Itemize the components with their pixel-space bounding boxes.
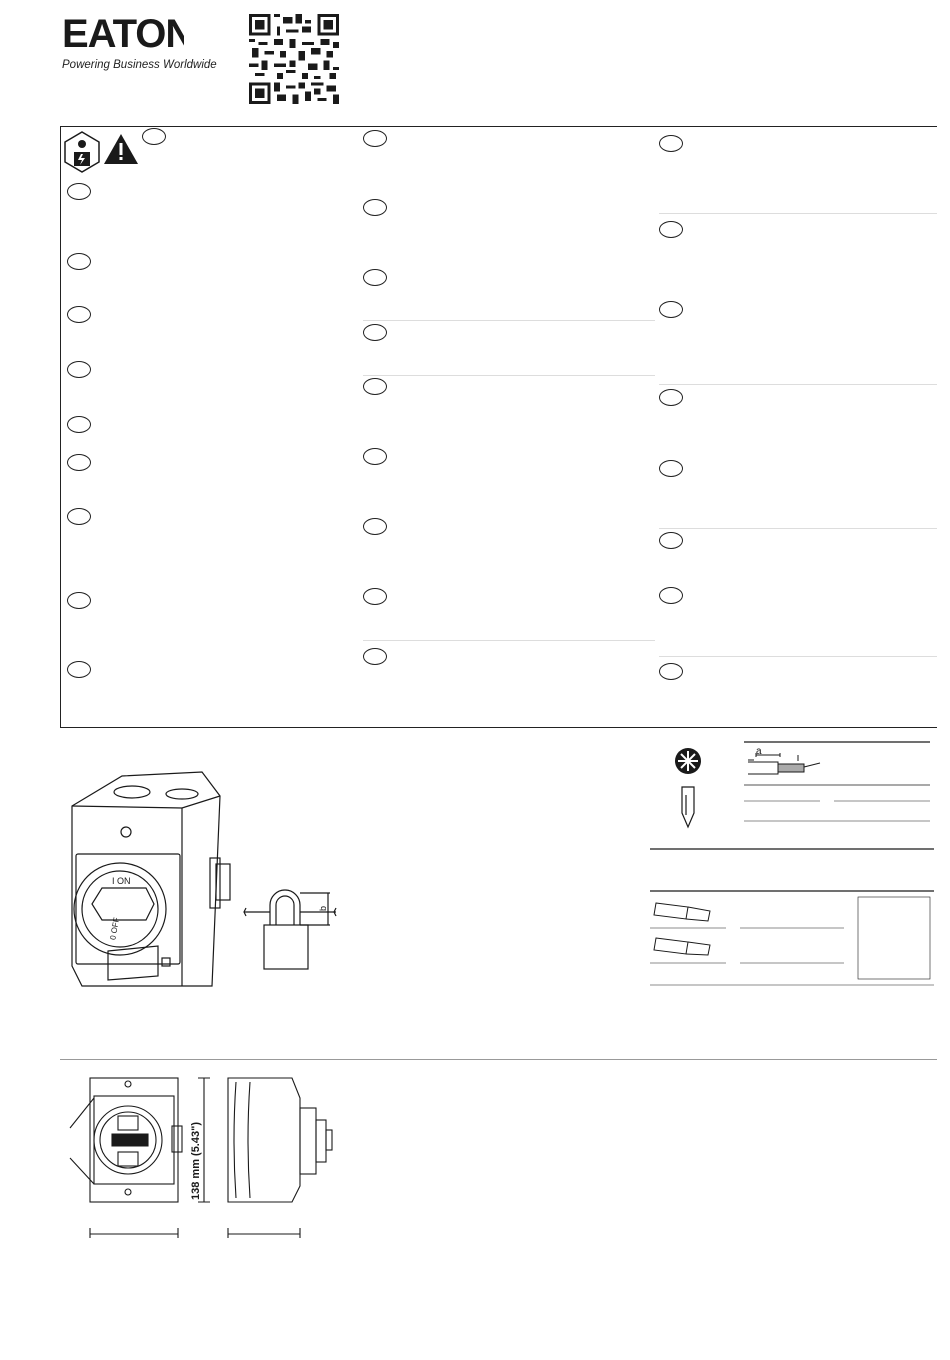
lang-marker (363, 378, 387, 395)
safety-icons (62, 130, 142, 174)
screwdriver-pozidriv-icon (675, 748, 701, 774)
lang-marker (363, 324, 387, 341)
lang-marker (67, 183, 91, 200)
screwdriver-flat-icon (682, 787, 694, 827)
divider (363, 320, 655, 321)
divider (659, 384, 937, 385)
lang-marker (363, 648, 387, 665)
lang-marker (363, 588, 387, 605)
lang-marker (67, 416, 91, 433)
section-rule-mid (60, 727, 937, 728)
lang-marker (659, 663, 683, 680)
section-rule-bottom (60, 1059, 937, 1060)
padlock-b-label: b (318, 905, 328, 911)
front-dimension-drawing (64, 1068, 234, 1242)
lang-marker (363, 518, 387, 535)
panel-border-left (60, 126, 61, 728)
conductor-solid-icon (654, 903, 710, 921)
divider (659, 528, 937, 529)
lang-marker (67, 253, 91, 270)
warning-icon (104, 134, 138, 164)
divider (659, 213, 937, 214)
lang-marker (363, 199, 387, 216)
divider (659, 656, 937, 657)
side-dimension-drawing (222, 1068, 342, 1242)
lang-marker (67, 661, 91, 678)
brand-tagline: Powering Business Worldwide (62, 59, 217, 71)
eaton-wordmark-icon (62, 16, 184, 50)
lang-marker (659, 460, 683, 477)
lang-marker (363, 130, 387, 147)
lang-marker (659, 221, 683, 238)
brand-wordmark (62, 16, 232, 57)
electrician-icon (65, 132, 99, 172)
padlock-icon (238, 885, 342, 971)
lang-marker (67, 454, 91, 471)
divider (363, 640, 655, 641)
lang-marker (659, 587, 683, 604)
strip-length-a-label: a (756, 746, 762, 757)
lang-marker (67, 508, 91, 525)
connection-spec-table (648, 735, 938, 990)
switch-off-label: 0 OFF (108, 916, 122, 941)
eaton-logo (62, 16, 232, 71)
lang-marker (659, 532, 683, 549)
height-dimension-label: 138 mm (5.43") (190, 1122, 202, 1200)
section-rule-top (60, 126, 937, 127)
switch-on-label: I ON (112, 876, 131, 886)
lang-marker (67, 361, 91, 378)
conductor-stranded-icon (654, 938, 710, 955)
lang-marker (67, 592, 91, 609)
lang-marker (659, 301, 683, 318)
lang-marker (659, 389, 683, 406)
lang-marker (363, 269, 387, 286)
lang-marker (142, 128, 166, 145)
qr-code-icon[interactable] (249, 14, 339, 104)
svg-text:EATON: EATON (62, 16, 184, 50)
lang-marker (659, 135, 683, 152)
divider (363, 375, 655, 376)
lang-marker (67, 306, 91, 323)
lang-marker (363, 448, 387, 465)
